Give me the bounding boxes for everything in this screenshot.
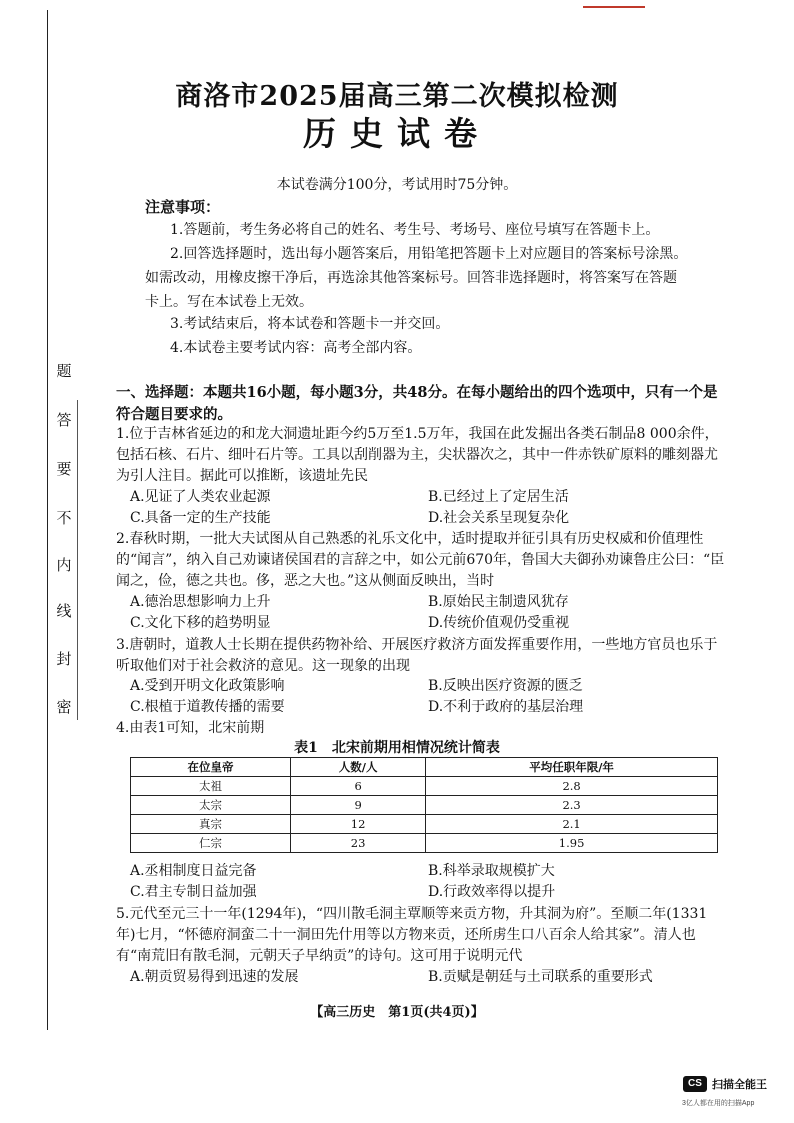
question-stem: 2.春秋时期，一批大夫试图从自己熟悉的礼乐文化中，适时提取并征引具有历史权威和价值理性的“闻言”，纳入自己劝谏诸侯国君的言辞之中，如公元前670年，鲁国大夫御孙劝谏鲁庄公曰：“臣闻之，俭，德之共也。侈，恶之大也。”这从侧面反映出，当时 bbox=[116, 531, 725, 589]
table-cell: 2.1 bbox=[426, 815, 718, 834]
stats-table bbox=[130, 757, 718, 853]
scanner-tagline: 3亿人都在用的扫描App bbox=[682, 1100, 755, 1107]
page-title: 商洛市2025届高三第二次模拟检测 bbox=[175, 81, 619, 112]
option: D.不利于政府的基层治理 bbox=[428, 699, 584, 715]
table-row bbox=[131, 834, 718, 853]
binding-line-inner bbox=[77, 400, 78, 720]
option: B.贡赋是朝廷与土司联系的重要形式 bbox=[428, 969, 653, 985]
table-row bbox=[131, 777, 718, 796]
table-cell: 真宗 bbox=[131, 815, 291, 834]
table-header: 在位皇帝 bbox=[131, 758, 291, 777]
question-stem: 1.位于吉林省延边的和龙大洞遗址距今约5万至1.5万年，我国在此发掘出各类石制品8 000余件，包括石核、石片、细叶石片等。工具以刮削器为主，尖状器次之，其中一件赤铁矿原料的雕刻器尤为引人注目。据此可以推断，该遗址先民 bbox=[116, 426, 719, 484]
table-cell: 仁宗 bbox=[131, 834, 291, 853]
table-cell: 太宗 bbox=[131, 796, 291, 815]
option: B.科举录取规模扩大 bbox=[428, 863, 555, 879]
question-stem: 5.元代至元三十一年(1294年)，“四川散毛洞主覃顺等来贡方物，升其洞为府”。至顺二年(1331年)七月，“怀德府洞蛮二十一洞田先什用等以方物来贡，还所虏生口八百余人给其家”。清人也有“南荒旧有散毛洞，元朝天子早纳贡”的诗句。这可用于说明元代 bbox=[116, 906, 708, 964]
notes-heading: 注意事项： bbox=[145, 198, 221, 216]
table-cell: 6 bbox=[291, 777, 426, 796]
binding-label: 内 bbox=[56, 556, 72, 574]
option: A.朝贡贸易得到迅速的发展 bbox=[130, 969, 299, 985]
option: C.具备一定的生产技能 bbox=[130, 510, 271, 526]
option: C.君主专制日益加强 bbox=[130, 884, 257, 900]
table-cell: 12 bbox=[291, 815, 426, 834]
question-stem: 4.由表1可知，北宋前期 bbox=[116, 720, 265, 736]
scanner-logo: CS bbox=[683, 1076, 707, 1092]
table-row bbox=[131, 815, 718, 834]
option: A.受到开明文化政策影响 bbox=[130, 678, 285, 694]
table-cell: 2.8 bbox=[426, 777, 718, 796]
table-cell: 太祖 bbox=[131, 777, 291, 796]
page-footer: 【高三历史 第1页(共4页)】 bbox=[310, 1005, 484, 1020]
binding-label: 不 bbox=[56, 509, 72, 527]
binding-label: 密 bbox=[56, 698, 72, 716]
table-cell: 2.3 bbox=[426, 796, 718, 815]
table-cell: 9 bbox=[291, 796, 426, 815]
table-cell: 1.95 bbox=[426, 834, 718, 853]
red-mark bbox=[583, 6, 645, 8]
binding-label: 题 bbox=[56, 362, 72, 380]
option: B.反映出医疗资源的匮乏 bbox=[428, 678, 583, 694]
table-header: 人数/人 bbox=[291, 758, 426, 777]
table-header-row bbox=[131, 758, 718, 777]
table-header: 平均任职年限/年 bbox=[426, 758, 718, 777]
note-item: 1.答题前，考生务必将自己的姓名、考生号、考场号、座位号填写在答题卡上。 bbox=[170, 222, 660, 238]
binding-label: 线 bbox=[56, 602, 72, 620]
option: D.社会关系呈现复杂化 bbox=[428, 510, 570, 526]
option: D.传统价值观仍受重视 bbox=[428, 615, 570, 631]
question-stem: 3.唐朝时，道教人士长期在提供药物补给、开展医疗救济方面发挥重要作用，一些地方官员也乐于听取他们对于社会救济的意见。这一现象的出现 bbox=[116, 637, 718, 674]
binding-line bbox=[47, 10, 48, 1030]
note-item: 2.回答选择题时，选出每小题答案后，用铅笔把答题卡上对应题目的答案标号涂黑。如需改动，用橡皮擦干净后，再选涂其他答案标号。回答非选择题时，将答案写在答题卡上。写在本试卷上无效。 bbox=[145, 246, 688, 310]
table-caption: 表1 北宋前期用相情况统计简表 bbox=[294, 740, 500, 756]
scanner-name: 扫描全能王 bbox=[712, 1079, 767, 1091]
note-item: 3.考试结束后，将本试卷和答题卡一并交回。 bbox=[170, 316, 450, 332]
section-heading: 一、选择题：本题共16小题，每小题3分，共48分。在每小题给出的四个选项中，只有一个是符合题目要求的。 bbox=[116, 384, 718, 423]
binding-label: 封 bbox=[56, 650, 72, 668]
option: B.已经过上了定居生活 bbox=[428, 489, 569, 505]
option: C.文化下移的趋势明显 bbox=[130, 615, 271, 631]
option: D.行政效率得以提升 bbox=[428, 884, 556, 900]
table-cell: 23 bbox=[291, 834, 426, 853]
note-item: 4.本试卷主要考试内容：高考全部内容。 bbox=[170, 340, 422, 356]
option: A.丞相制度日益完备 bbox=[130, 863, 257, 879]
binding-label: 答 bbox=[56, 411, 72, 429]
binding-label: 要 bbox=[56, 460, 72, 478]
option: B.原始民主制遗风犹存 bbox=[428, 594, 569, 610]
option: A.德治思想影响力上升 bbox=[130, 594, 271, 610]
page-subtitle: 历史试卷 bbox=[303, 114, 491, 153]
option: C.根植于道教传播的需要 bbox=[130, 699, 285, 715]
option: A.见证了人类农业起源 bbox=[130, 489, 271, 505]
exam-info: 本试卷满分100分，考试用时75分钟。 bbox=[276, 177, 518, 193]
table-row bbox=[131, 796, 718, 815]
